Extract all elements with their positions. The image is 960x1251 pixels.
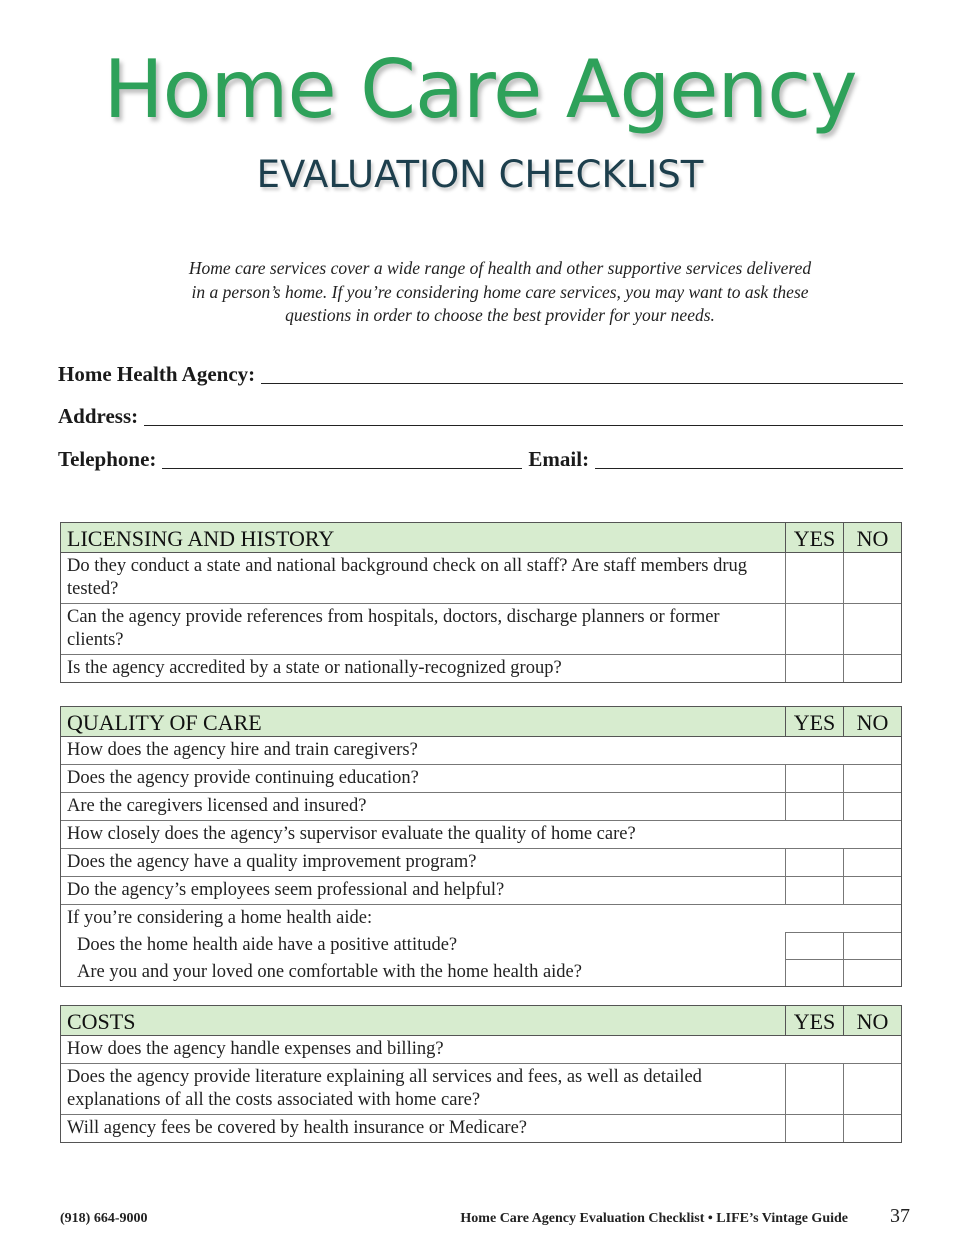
checklist-row [61, 877, 901, 905]
no-checkbox[interactable] [843, 604, 901, 654]
checklist-row [61, 821, 901, 849]
quality-section [60, 706, 902, 987]
intro-paragraph [170, 257, 830, 328]
question-text: Do they conduct a state and national background check on all staff? Are staff members drug tested? [67, 556, 747, 599]
section-header [61, 523, 901, 553]
no-checkbox[interactable] [843, 793, 901, 820]
yes-checkbox[interactable] [785, 1064, 843, 1114]
question-text: Are the caregivers licensed and insured? [67, 796, 367, 816]
checklist-row [61, 849, 901, 877]
no-column-header: NO [843, 1006, 901, 1035]
no-column-header: NO [843, 523, 901, 552]
yes-checkbox[interactable] [785, 604, 843, 654]
yes-checkbox[interactable] [785, 765, 843, 792]
email-input-line[interactable] [595, 451, 903, 469]
question-text: How closely does the agency’s supervisor evaluate the quality of home care? [67, 824, 636, 844]
no-checkbox[interactable] [843, 959, 901, 986]
contact-field-row [58, 447, 903, 472]
yes-checkbox[interactable] [785, 849, 843, 876]
agency-input-line[interactable] [261, 366, 903, 384]
page-footer [60, 1205, 910, 1235]
footer-phone: (918) 664-9000 [60, 1211, 148, 1226]
checklist-row [61, 604, 901, 655]
question-text: Do the agency’s employees seem professional and helpful? [67, 880, 505, 900]
address-input-line[interactable] [144, 408, 903, 426]
yes-column-header: YES [785, 707, 843, 736]
yes-checkbox[interactable] [785, 553, 843, 603]
question-text: Does the agency provide literature explaining all services and fees, as well as detailed explanations of all the costs associated with home care? [67, 1067, 702, 1110]
no-checkbox[interactable] [843, 765, 901, 792]
question-text: How does the agency handle expenses and billing? [67, 1039, 444, 1059]
question-text: Is the agency accredited by a state or nationally-recognized group? [67, 658, 562, 678]
email-label: Email: [528, 447, 590, 471]
yes-checkbox[interactable] [785, 932, 843, 959]
no-checkbox[interactable] [843, 553, 901, 603]
section-header [61, 707, 901, 737]
checklist-row [61, 655, 901, 682]
intro-line: questions in order to choose the best provider for your needs. [285, 305, 715, 325]
question-text: Does the home health aide have a positive attitude? [77, 935, 458, 955]
yes-checkbox[interactable] [785, 959, 843, 986]
no-checkbox[interactable] [843, 1064, 901, 1114]
checklist-row [61, 553, 901, 604]
no-checkbox[interactable] [843, 849, 901, 876]
section-title: QUALITY OF CARE [67, 710, 262, 735]
page-subtitle: EVALUATION CHECKLIST [256, 153, 704, 196]
yes-column-header: YES [785, 1006, 843, 1035]
agency-label: Home Health Agency: [58, 362, 256, 386]
address-field-row [58, 404, 903, 429]
costs-section [60, 1005, 902, 1143]
licensing-section [60, 522, 902, 683]
telephone-label: Telephone: [58, 447, 157, 471]
section-header [61, 1006, 901, 1036]
section-title: LICENSING AND HISTORY [67, 526, 335, 551]
checklist-row [61, 1115, 901, 1142]
checklist-row [61, 905, 901, 932]
checklist-row [61, 765, 901, 793]
intro-line: Home care services cover a wide range of health and other supportive services delivered [188, 258, 812, 278]
no-checkbox[interactable] [843, 655, 901, 682]
yes-checkbox[interactable] [785, 1115, 843, 1142]
question-text: Does the agency have a quality improvement program? [67, 852, 477, 872]
page-number: 37 [890, 1205, 910, 1227]
yes-checkbox[interactable] [785, 793, 843, 820]
yes-column-header: YES [785, 523, 843, 552]
page-title: Home Care Agency [103, 43, 857, 136]
intro-line: in a person’s home. If you’re considering home care services, you may want to ask these [191, 281, 809, 302]
checklist-row [61, 959, 901, 986]
no-checkbox[interactable] [843, 877, 901, 904]
yes-checkbox[interactable] [785, 655, 843, 682]
no-column-header: NO [843, 707, 901, 736]
footer-guide-title: Home Care Agency Evaluation Checklist • LIFE’s Vintage Guide [460, 1211, 848, 1226]
telephone-input-line[interactable] [162, 451, 522, 469]
checklist-row [61, 793, 901, 821]
checklist-row [61, 737, 901, 765]
question-text: How does the agency hire and train caregivers? [67, 740, 418, 760]
question-text: Will agency fees be covered by health insurance or Medicare? [67, 1118, 527, 1138]
question-text: Can the agency provide references from hospitals, doctors, discharge planners or former clients? [67, 607, 720, 650]
question-text: Are you and your loved one comfortable with the home health aide? [77, 962, 582, 982]
no-checkbox[interactable] [843, 932, 901, 959]
no-checkbox[interactable] [843, 1115, 901, 1142]
question-text: Does the agency provide continuing education? [67, 768, 419, 788]
address-label: Address: [58, 404, 139, 428]
agency-field-row [58, 362, 903, 387]
checklist-row [61, 1036, 901, 1064]
question-text: If you’re considering a home health aide: [67, 908, 373, 928]
checklist-row [61, 932, 901, 959]
section-title: COSTS [67, 1009, 136, 1034]
yes-checkbox[interactable] [785, 877, 843, 904]
checklist-row [61, 1064, 901, 1115]
